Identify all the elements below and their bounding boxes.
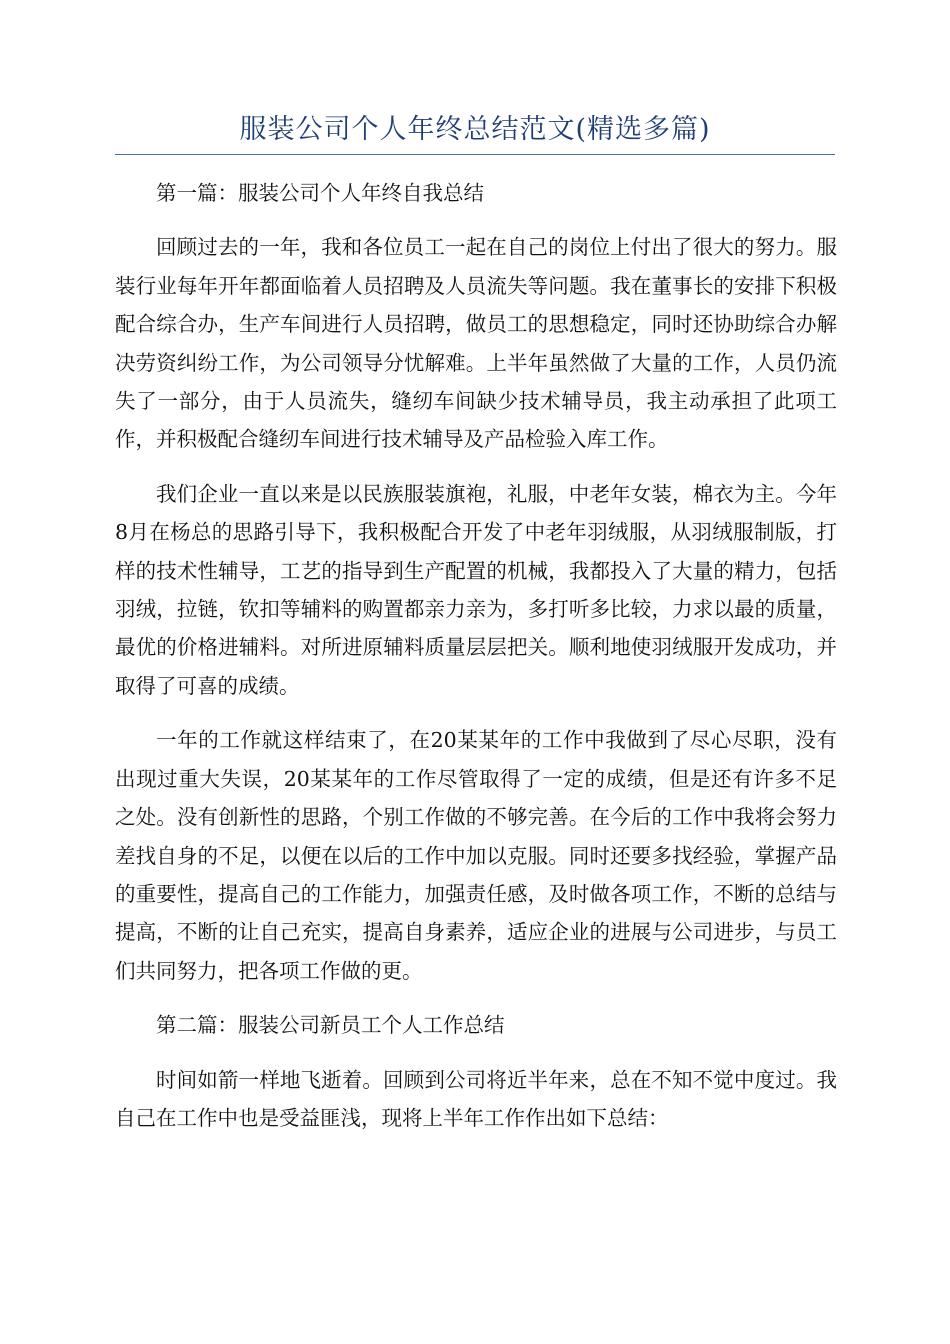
- paragraph-2: 我们企业一直以来是以民族服装旗袍，礼服，中老年女装，棉衣为主。今年8月在杨总的思路引导下，我积极配合开发了中老年羽绒服，从羽绒服制版，打样的技术性辅导，工艺的指导到生产配置的机械，我都投入了大量的精力，包括羽绒，拉链，钦扣等辅料的购置都亲力亲为，多打听多比较，力求以最的质量，最优的价格进辅料。对所进原辅料质量层层把关。顺利地使羽绒服开发成功，并取得了可喜的成绩。: [115, 481, 837, 698]
- section-heading-2: 第二篇：服装公司新员工个人工作总结: [156, 1013, 505, 1038]
- document-title: 服装公司个人年终总结范文(精选多篇): [239, 114, 711, 145]
- section-heading-1: 第一篇：服装公司个人年终自我总结: [156, 181, 484, 205]
- title-underline: [115, 154, 835, 155]
- paragraph-3: 一年的工作就这样结束了，在20某某年的工作中我做到了尽心尽职，没有出现过重大失误，20某某年的工作尽管取得了一定的成绩，但是还有许多不足之处。没有创新性的思路，个别工作做的不够完善。在今后的工作中我将会努力差找自身的不足，以便在以后的工作中加以克服。同时还要多找经验，掌握产品的重要性，提高自己的工作能力，加强责任感，及时做各项工作，不断的总结与提高，不断的让自己充实，提高自身素养，适应企业的进展与公司进步，与员工们共同努力，把各项工作做的更。: [115, 728, 837, 983]
- document-body: [115, 174, 837, 1153]
- paragraph-4: 时间如箭一样地飞逝着。回顾到公司将近半年来，总在不知不觉中度过。我自己在工作中也是受益匪浅，现将上半年工作作出如下总结：: [115, 1067, 837, 1130]
- paragraph-1: 回顾过去的一年，我和各位员工一起在自己的岗位上付出了很大的努力。服装行业每年开年都面临着人员招聘及人员流失等问题。我在董事长的安排下积极配合综合办，生产车间进行人员招聘，做员工的思想稳定，同时还协助综合办解决劳资纠纷工作，为公司领导分忧解难。上半年虽然做了大量的工作，人员仍流失了一部分，由于人员流失，缝纫车间缺少技术辅导员，我主动承担了此项工作，并积极配合缝纫车间进行技术辅导及产品检验入库工作。: [115, 235, 837, 452]
